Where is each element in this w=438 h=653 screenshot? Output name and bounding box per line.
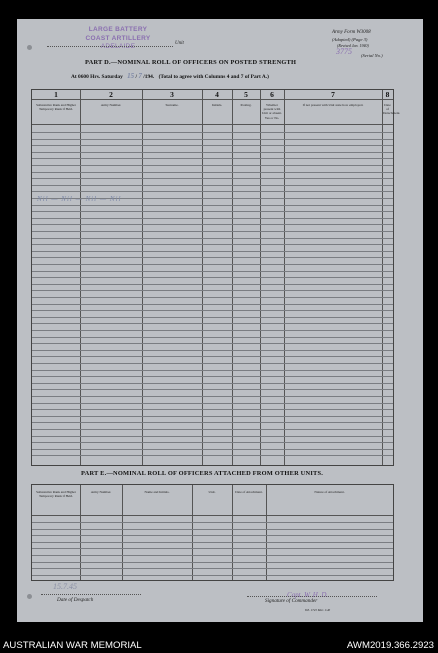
footer-left: AUSTRALIAN WAR MEMORIAL — [3, 640, 142, 651]
part-d-row-line — [32, 284, 393, 285]
part-d-row-line — [32, 218, 393, 219]
part-d-column-header: Surname. — [165, 103, 179, 107]
part-d-row-line — [32, 356, 393, 357]
part-d-column-number: 1 — [54, 90, 58, 99]
part-d-header-rule — [32, 124, 393, 125]
part-d-row-line — [32, 224, 393, 225]
part-d-date-line: At 0600 Hrs. Saturday 15 / 7 /194. (Total to agree with Columns 4 and 7 of Part A.) — [71, 72, 269, 80]
part-d-column-number: 4 — [215, 90, 219, 99]
unit-underline — [47, 46, 173, 47]
part-d-row-line — [32, 172, 393, 173]
part-d-row-line — [32, 158, 393, 159]
part-d-row-line — [32, 449, 393, 450]
form-name: Army Form W3008 — [332, 30, 371, 35]
part-e-row-line — [32, 535, 393, 536]
part-d-row-line — [32, 337, 393, 338]
part-d-row-line — [32, 436, 393, 437]
part-d-title: PART D.—NOMINAL ROLL OF OFFICERS ON POSTED STRENGTH — [85, 59, 297, 66]
part-d-row-line — [32, 442, 393, 443]
part-e-header-rule — [32, 515, 393, 516]
part-d-row-line — [32, 304, 393, 305]
part-e-row-line — [32, 555, 393, 556]
part-d-column-header: Substantive Rank and Higher Temporary Rank if Held. — [36, 103, 76, 112]
part-e-table — [31, 484, 394, 581]
part-e-column-header: Unit. — [208, 490, 216, 494]
signature-label: Signature of Commander — [265, 598, 318, 604]
part-d-row-line — [32, 132, 393, 133]
part-d-header-rule — [32, 99, 393, 100]
form-revised: (Revised Jan. 1940) — [337, 43, 369, 48]
stamp-line-2: COAST ARTILLERY — [85, 34, 151, 42]
serial-number-handwritten: 3775 — [336, 47, 352, 56]
part-e-column-divider — [192, 485, 193, 580]
part-d-column-header: If not present with Unit state how employed. — [302, 103, 364, 107]
despatch-date-line — [41, 594, 141, 595]
part-d-row-line — [32, 422, 393, 423]
stamp-line-1: LARGE BATTERY — [88, 26, 148, 33]
part-e-row-line — [32, 568, 393, 569]
commander-signature: Capt. W. H. D. — [287, 591, 329, 599]
date-prefix: At 0600 Hrs. Saturday — [71, 74, 123, 80]
part-d-handwritten-entries: Nil — Nil — Nil — Nil — [37, 195, 122, 203]
part-e-column-header: Army Number. — [90, 490, 112, 494]
part-d-column-number: 8 — [385, 90, 390, 99]
part-d-row-line — [32, 370, 393, 371]
part-e-column-header: Substantive Rank and Higher Temporary Rank if Held. — [36, 490, 76, 499]
despatch-date-handwritten: 15.7.45 — [53, 582, 77, 591]
part-d-row-line — [32, 257, 393, 258]
part-d-row-line — [32, 409, 393, 410]
unit-stamp — [73, 26, 163, 52]
part-d-row-line — [32, 350, 393, 351]
part-d-column-number: 7 — [331, 90, 335, 99]
part-d-table — [31, 89, 401, 466]
part-d-column-header: Whether present with Unit or absent. Yes or No. — [261, 103, 283, 120]
print-note: 8.8. 1745 Mar. 1/40 — [305, 608, 331, 612]
part-d-row-line — [32, 330, 393, 331]
part-e-row-line — [32, 529, 393, 530]
footer-right: AWM2019.366.2923 — [346, 640, 434, 651]
part-d-row-line — [32, 238, 393, 239]
part-d-row-line — [32, 297, 393, 298]
part-d-column-header: Army Number. — [100, 103, 122, 107]
date-month: 7 — [138, 72, 142, 80]
part-d-row-line — [32, 429, 393, 430]
part-d-column-number: 5 — [244, 90, 248, 99]
part-d-row-line — [32, 145, 393, 146]
part-d-row-line — [32, 251, 393, 252]
part-d-row-line — [32, 211, 393, 212]
part-d-row-line — [32, 396, 393, 397]
part-e-column-header: Nature of Attachment. — [314, 490, 345, 494]
part-d-row-line — [32, 264, 393, 265]
part-e-title: PART E.—NOMINAL ROLL OF OFFICERS ATTACHED FROM OTHER UNITS. — [81, 470, 324, 477]
part-d-row-line — [32, 376, 393, 377]
part-d-row-line — [32, 323, 393, 324]
part-d-row-line — [32, 185, 393, 186]
part-d-row-line — [32, 277, 393, 278]
part-e-row-line — [32, 542, 393, 543]
part-e-row-line — [32, 562, 393, 563]
form-sheet — [17, 19, 423, 622]
date-day: 15 — [127, 72, 135, 80]
form-adapted: (Adapted) (Page 3) — [332, 37, 368, 42]
part-d-row-line — [32, 343, 393, 344]
part-d-row-line — [32, 317, 393, 318]
part-d-row-line — [32, 290, 393, 291]
unit-label: Unit — [175, 41, 184, 46]
part-d-row-line — [32, 271, 393, 272]
part-d-column-header: Initials. — [211, 103, 223, 107]
part-e-column-header: Name and Initials. — [144, 490, 170, 494]
signature-line — [247, 596, 377, 597]
part-e-column-divider — [80, 485, 81, 580]
part-d-row-line — [32, 383, 393, 384]
part-e-row-line — [32, 575, 393, 576]
part-d-row-line — [32, 416, 393, 417]
part-e-row-line — [32, 548, 393, 549]
part-d-row-line — [32, 191, 393, 192]
part-d-column-header: Date of Detachment. — [383, 103, 401, 116]
part-d-column-header: Posting. — [240, 103, 252, 107]
punch-hole — [27, 45, 32, 50]
part-d-row-line — [32, 389, 393, 390]
part-d-row-line — [32, 178, 393, 179]
punch-hole — [27, 594, 32, 599]
part-e-column-divider — [122, 485, 123, 580]
despatch-date-label: Date of Despatch — [57, 597, 94, 603]
part-d-row-line — [32, 310, 393, 311]
part-e-column-divider — [266, 485, 267, 580]
part-d-row-line — [32, 165, 393, 166]
part-d-column-number: 2 — [109, 90, 113, 99]
date-year-suffix: . — [152, 74, 155, 80]
stamp-line-3: ADELAIDE — [100, 43, 136, 50]
part-e-row-line — [32, 522, 393, 523]
part-e-column-header: Date of Attachment. — [235, 490, 263, 494]
part-d-row-line — [32, 139, 393, 140]
total-note: (Total to agree with Columns 4 and 7 of Part A.) — [158, 74, 269, 80]
part-d-column-number: 6 — [270, 90, 274, 99]
date-year-prefix: /194 — [143, 74, 153, 80]
part-d-row-line — [32, 205, 393, 206]
part-d-row-line — [32, 244, 393, 245]
serial-no-label: (Serial No.) — [361, 53, 383, 58]
part-e-column-divider — [232, 485, 233, 580]
part-d-row-line — [32, 363, 393, 364]
part-d-row-line — [32, 403, 393, 404]
part-d-row-line — [32, 152, 393, 153]
part-d-column-number: 3 — [170, 90, 174, 99]
part-d-row-line — [32, 231, 393, 232]
part-d-row-line — [32, 455, 393, 456]
